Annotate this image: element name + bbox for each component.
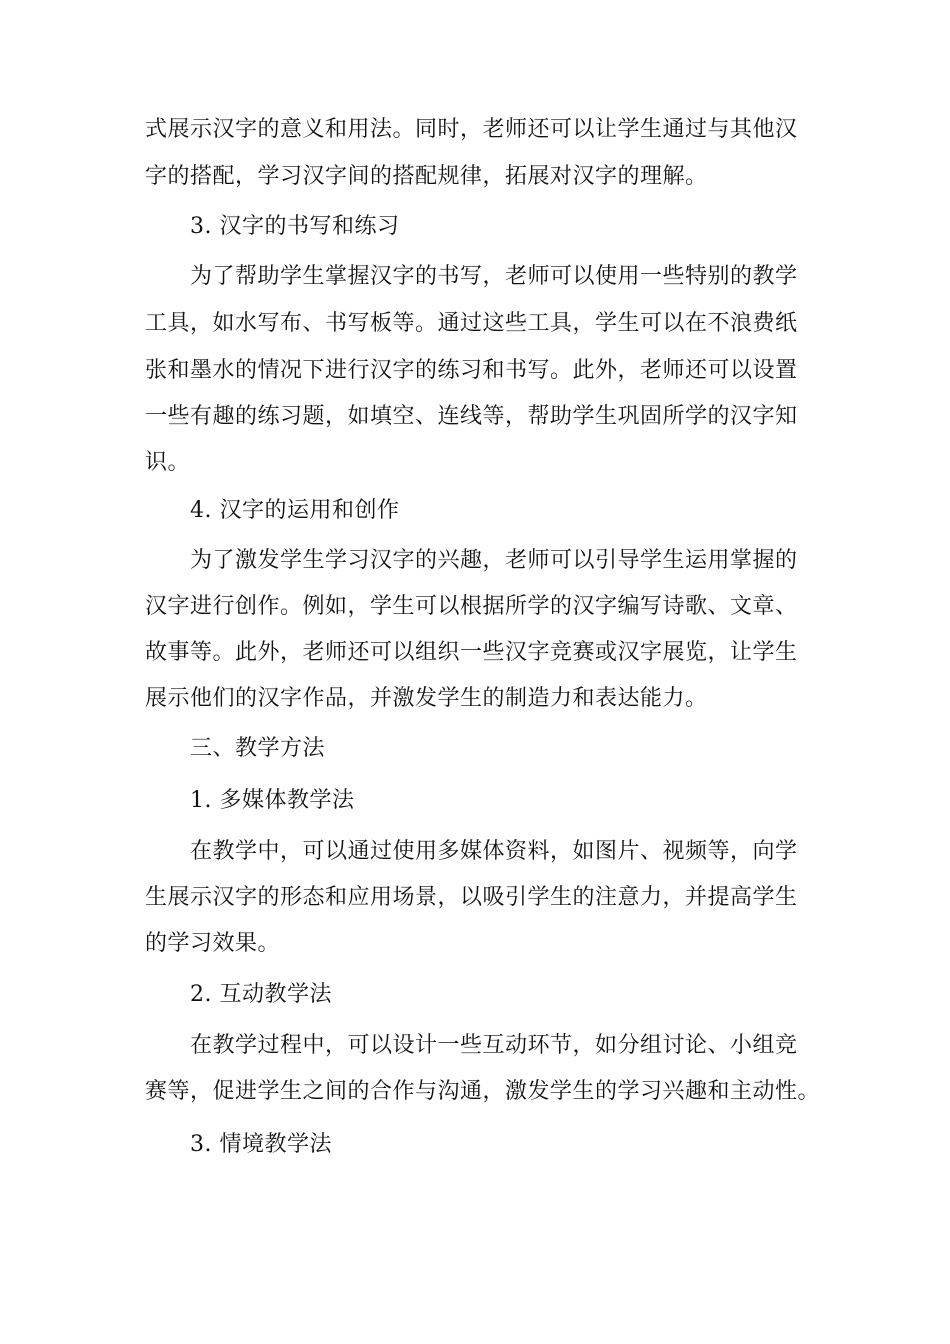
body-line-5: 张和墨水的情况下进行汉字的练习和书写。此外，老师还可以设置 bbox=[145, 358, 798, 383]
body-line-16: 赛等，促进学生之间的合作与沟通，激发学生的学习兴趣和主动性。 bbox=[145, 1079, 821, 1104]
body-line-2: 字的搭配，学习汉字间的搭配规律，拓展对汉字的理解。 bbox=[145, 164, 708, 189]
body-line-4: 工具，如水写布、书写板等。通过这些工具，学生可以在不浪费纸 bbox=[145, 311, 798, 336]
body-line-6: 一些有趣的练习题，如填空、连线等，帮助学生巩固所学的汉字知 bbox=[145, 404, 798, 429]
section-heading-4: 4. 汉字的运用和创作 bbox=[190, 498, 400, 523]
body-line-14: 的学习效果。 bbox=[145, 931, 281, 956]
body-line-9: 汉字进行创作。例如，学生可以根据所学的汉字编写诗歌、文章、 bbox=[145, 594, 798, 619]
chapter-heading: 三、教学方法 bbox=[190, 736, 326, 761]
body-line-15: 在教学过程中，可以设计一些互动环节，如分组讨论、小组竞 bbox=[190, 1033, 798, 1058]
section-heading-3: 3. 汉字的书写和练习 bbox=[190, 214, 400, 239]
method-heading-2: 2. 互动教学法 bbox=[190, 982, 332, 1007]
body-line-3: 为了帮助学生掌握汉字的书写，老师可以使用一些特别的教学 bbox=[190, 264, 798, 289]
body-line-12: 在教学中，可以通过使用多媒体资料，如图片、视频等，向学 bbox=[190, 839, 798, 864]
body-line-11: 展示他们的汉字作品，并激发学生的制造力和表达能力。 bbox=[145, 686, 708, 711]
body-line-13: 生展示汉字的形态和应用场景，以吸引学生的注意力，并提高学生 bbox=[145, 885, 798, 910]
body-line-7: 识。 bbox=[145, 450, 191, 475]
body-line-8: 为了激发学生学习汉字的兴趣，老师可以引导学生运用掌握的 bbox=[190, 548, 798, 573]
body-line-1: 式展示汉字的意义和用法。同时，老师还可以让学生通过与其他汉 bbox=[145, 117, 798, 142]
method-heading-1: 1. 多媒体教学法 bbox=[190, 788, 355, 813]
method-heading-3: 3. 情境教学法 bbox=[190, 1132, 332, 1157]
body-line-10: 故事等。此外，老师还可以组织一些汉字竞赛或汉字展览，让学生 bbox=[145, 640, 798, 665]
